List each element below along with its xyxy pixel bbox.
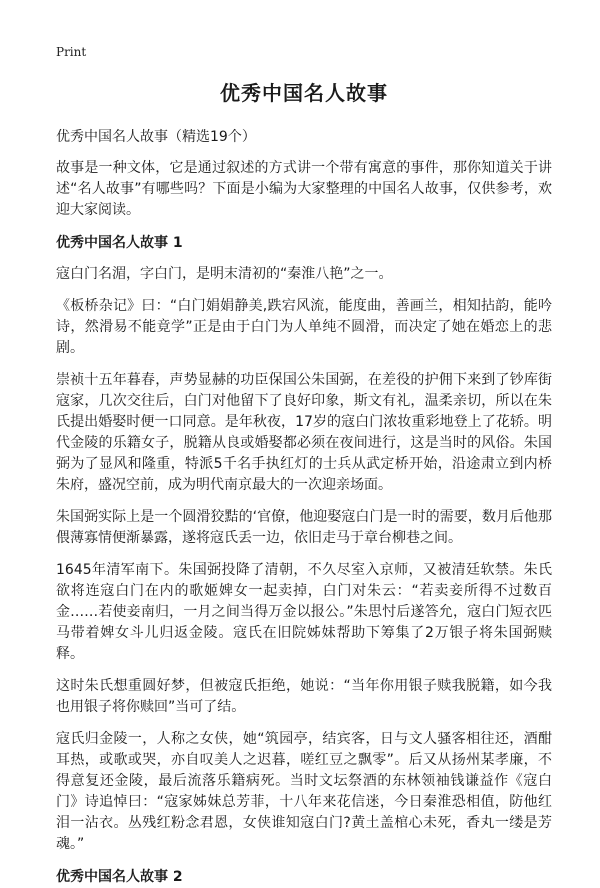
section-heading-2: 优秀中国名人故事 2	[56, 869, 183, 885]
story-paragraph: 1645年清军南下。朱国弼投降了清朝，不久尽室入京师，又被清廷软禁。朱氏欲将连寇白门在内的歌姬婢女一起卖掉，白门对朱云：“若卖妾所得不过数百金……若使妾南归，一月之间当得万金以报公。”朱思忖后遂答允，寇白门短衣匹马带着婢女斗儿归返金陵。寇氏在旧院姊妹帮助下筹集了2万银子将朱国弼赎释。	[56, 562, 552, 662]
print-link[interactable]: Print	[56, 45, 87, 59]
story-paragraph: 朱国弼实际上是一个圆滑狡黠的‘官僚，他迎娶寇白门是一时的需要，数月后他那偎薄寡情便渐暴露，遂将寇氏丢一边，依旧走马于章台柳巷之间。	[56, 509, 552, 546]
intro-paragraph: 故事是一种文体，它是通过叙述的方式讲一个带有寓意的事件，那你知道关于讲述“名人故事”有哪些吗？下面是小编为大家整理的中国名人故事，仅供参考，欢迎大家阅读。	[56, 160, 552, 218]
document-title: 优秀中国名人故事	[220, 81, 388, 105]
story-paragraph: 寇白门名湄，字白门，是明末清初的“秦淮八艳”之一。	[56, 266, 393, 282]
story-paragraph: 这时朱氏想重圆好梦，但被寇氏拒绝，她说：“当年你用银子赎我脱籍，如今我也用银子将你赎回”当可了结。	[56, 678, 552, 715]
story-paragraph: 《板桥杂记》曰：“白门娟娟静美,跌宕风流，能度曲，善画兰，相知拈韵，能吟诗，然滑易不能竟学”正是由于白门为人单纯不圆滑，而决定了她在婚恋上的悲剧。	[56, 298, 552, 356]
document-subtitle: 优秀中国名人故事（精选19个）	[56, 129, 256, 145]
story-paragraph: 崇祯十五年暮春，声势显赫的功臣保国公朱国弼，在差役的护佣下来到了钞库街寇家，几次交往后，白门对他留下了良好印象，斯文有礼，温柔亲切，所以在朱氏提出婚娶时便一口同意。是年秋夜，17岁的寇白门浓妆重彩地登上了花轿。明代金陵的乐籍女子，脱籍从良或婚娶都必须在夜间进行，这是当时的风俗。朱国弼为了显风和隆重，特派5千名手执红灯的士兵从武定桥开始，沿途肃立到内桥朱府，盛况空前，成为明代南京最大的一次迎亲场面。	[56, 372, 552, 493]
story-paragraph: 寇氏归金陵一，人称之女侠，她“筑园亭，结宾客，日与文人骚客相往还，酒酣耳热，或歌或哭，亦自叹美人之迟暮，嗟红豆之飘零”。后又从扬州某孝廉，不得意复还金陵，最后流落乐籍病死。当时文坛祭酒的东林领袖钱谦益作《寇白门》诗追悼曰：“寇家姊妹总芳菲，十八年来花信迷，今日秦淮恐相值，防他红泪一沾衣。丛残红粉念君恩，女侠谁知寇白门?黄土盖棺心未死，香丸一缕是芳魂。”	[56, 731, 552, 852]
section-heading-1: 优秀中国名人故事 1	[56, 235, 183, 251]
